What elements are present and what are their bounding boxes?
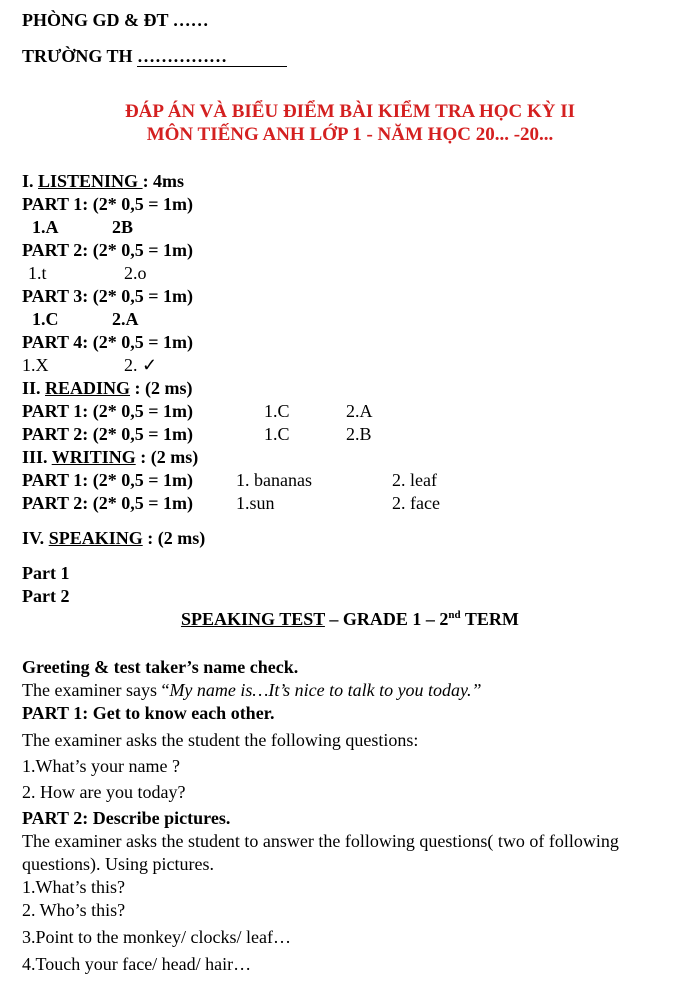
title-line-1: ĐÁP ÁN VÀ BIỂU ĐIỂM BÀI KIỂM TRA HỌC KỲ II xyxy=(124,101,576,122)
listening-part4-answer-1: 1.X xyxy=(22,355,49,375)
writing-part1: PART 1: (2* 0,5 = 1m) xyxy=(22,470,193,490)
speaking-test-part2-intro-2: questions). Using pictures. xyxy=(22,854,214,874)
reading-part2: PART 2: (2* 0,5 = 1m) xyxy=(22,424,193,444)
reading-part2-answer-1: 1.C xyxy=(264,424,290,444)
reading-part1-answer-2: 2.A xyxy=(346,401,373,421)
writing-part2-answer-1: 1.sun xyxy=(236,493,275,513)
listening-heading-score: : 4ms xyxy=(142,171,185,191)
listening-heading-word: LISTENING xyxy=(38,171,143,191)
speaking-heading-score: : (2 ms) xyxy=(142,528,206,548)
listening-heading xyxy=(22,170,184,192)
listening-part2-answer-1: 1.t xyxy=(28,263,47,283)
reading-heading xyxy=(22,377,193,399)
school-dots: …………… xyxy=(137,46,287,67)
writing-heading-num: III. xyxy=(22,447,52,467)
writing-part2-answer-2: 2. face xyxy=(392,493,440,513)
listening-part3-answer-2: 2.A xyxy=(112,309,139,329)
speaking-test-part2-q1: 1.What’s this? xyxy=(22,877,125,897)
speaking-test-title xyxy=(181,608,519,630)
writing-heading-score: : (2 ms) xyxy=(135,447,199,467)
speaking-test-title-main: SPEAKING TEST xyxy=(181,609,325,629)
speaking-test-title-sup: nd xyxy=(448,609,461,621)
greeting-line: Greeting & test taker’s name check. xyxy=(22,657,299,677)
speaking-test-part2-q3: 3.Point to the monkey/ clocks/ leaf… xyxy=(22,927,291,947)
speaking-test-part2-heading: PART 2: Describe pictures. xyxy=(22,808,231,828)
reading-part1-answer-1: 1.C xyxy=(264,401,290,421)
department-line: PHÒNG GD & ĐT …… xyxy=(22,10,209,30)
school-prefix: TRƯỜNG TH xyxy=(22,46,138,66)
speaking-test-part2-intro-1: The examiner asks the student to answer the following questions( two of following xyxy=(22,831,619,851)
writing-part1-answer-1: 1. bananas xyxy=(236,470,312,490)
speaking-part1: Part 1 xyxy=(22,563,70,583)
listening-part2: PART 2: (2* 0,5 = 1m) xyxy=(22,240,193,260)
writing-part2: PART 2: (2* 0,5 = 1m) xyxy=(22,493,193,513)
speaking-test-part2-q2: 2. Who’s this? xyxy=(22,900,126,920)
speaking-heading-word: SPEAKING xyxy=(48,528,143,548)
reading-heading-score: : (2 ms) xyxy=(130,378,193,398)
speaking-test-part1-intro: The examiner asks the student the following questions: xyxy=(22,730,419,750)
writing-heading-word: WRITING xyxy=(51,447,136,467)
writing-heading xyxy=(22,446,198,468)
school-line xyxy=(22,45,287,67)
examiner-says-line xyxy=(22,679,482,701)
listening-part4-answer-2: 2. ✓ xyxy=(124,355,158,375)
reading-heading-num: II. xyxy=(22,378,46,398)
reading-heading-word: READING xyxy=(45,378,131,398)
speaking-part2: Part 2 xyxy=(22,586,70,606)
speaking-test-part2-q4: 4.Touch your face/ head/ hair… xyxy=(22,954,252,974)
speaking-heading xyxy=(22,527,205,549)
reading-part1: PART 1: (2* 0,5 = 1m) xyxy=(22,401,193,421)
listening-heading-num: I. xyxy=(22,171,39,191)
speaking-test-part1-q2: 2. How are you today? xyxy=(22,782,186,802)
listening-part4: PART 4: (2* 0,5 = 1m) xyxy=(22,332,193,352)
listening-part1-answer-2: 2B xyxy=(112,217,134,237)
examiner-quote: My name is…It’s nice to talk to you today.” xyxy=(169,680,482,700)
speaking-test-part1-heading: PART 1: Get to know each other. xyxy=(22,703,275,723)
speaking-test-title-end: TERM xyxy=(460,609,519,629)
listening-part2-answer-2: 2.o xyxy=(124,263,147,283)
listening-part3-answer-1: 1.C xyxy=(32,309,59,329)
title-line-2: MÔN TIẾNG ANH LỚP 1 - NĂM HỌC 20... -20... xyxy=(146,124,554,145)
speaking-test-part1-q1: 1.What’s your name ? xyxy=(22,756,180,776)
listening-part3: PART 3: (2* 0,5 = 1m) xyxy=(22,286,193,306)
speaking-heading-num: IV. xyxy=(22,528,49,548)
listening-part1: PART 1: (2* 0,5 = 1m) xyxy=(22,194,193,214)
writing-part1-answer-2: 2. leaf xyxy=(392,470,437,490)
reading-part2-answer-2: 2.B xyxy=(346,424,372,444)
listening-part1-answer-1: 1.A xyxy=(32,217,59,237)
examiner-says-prefix: The examiner says “ xyxy=(22,680,170,700)
speaking-test-title-rest: – GRADE 1 – 2 xyxy=(324,609,449,629)
